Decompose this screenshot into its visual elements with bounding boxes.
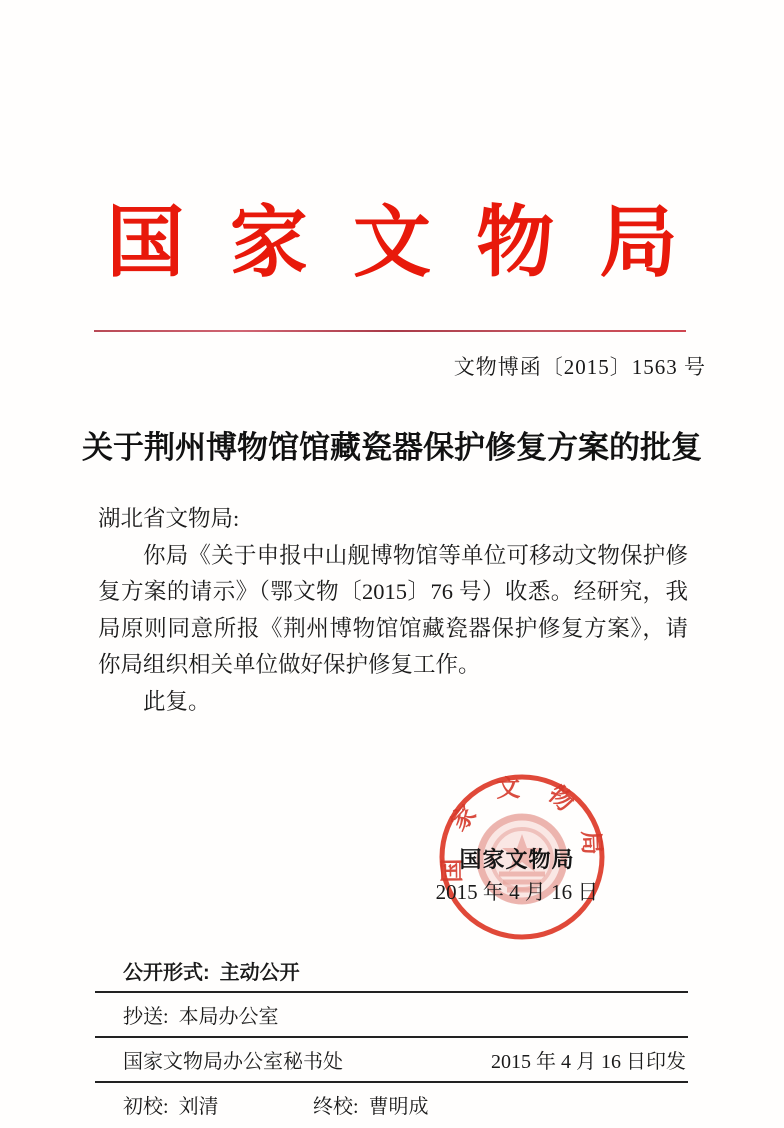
print-date: 2015 年 4 月 16 日印发 (491, 1051, 686, 1073)
agency-letterhead-title: 国家文物局 (106, 199, 723, 286)
final-proof-name: 曹明成 (368, 1096, 429, 1118)
disclosure-row (95, 953, 688, 993)
salutation-line: 湖北省文物局: (98, 506, 240, 531)
signature-agency-name: 国家文物局 (459, 847, 575, 872)
cc-row (95, 993, 688, 1038)
issue-row (95, 1038, 688, 1083)
disclosure-value: 主动公开 (219, 962, 300, 984)
signature-date: 2015 年 4 月 16 日 (435, 880, 599, 904)
first-proof-label: 初校: (123, 1096, 169, 1118)
cc-value: 本局办公室 (178, 1006, 279, 1028)
first-proof-pair (123, 1090, 308, 1119)
document-footer (95, 953, 688, 1126)
document-title: 关于荆州博物馆馆藏瓷器保护修复方案的批复 (82, 430, 702, 465)
closing-phrase: 此复。 (143, 688, 211, 714)
body-paragraph: 你局《关于申报中山舰博物馆等单位可移动文物保护修复方案的请示》（鄂文物〔2015〕76 号）收悉。经研究，我局原则同意所报《荆州博物馆馆藏瓷器保护修复方案》，请你局组织相关单位做好保护修复工作。 (98, 542, 688, 678)
red-separator-line (94, 330, 686, 332)
document-body (98, 501, 688, 721)
document-reference-number: 文物博函〔2015〕1563 号 (453, 355, 706, 379)
issuing-office: 国家文物局办公室秘书处 (123, 1051, 343, 1073)
seal-arc-text: 国家文物局 (439, 775, 606, 883)
final-proof-label: 终校: (313, 1096, 359, 1118)
first-proof-name: 刘清 (178, 1096, 219, 1118)
disclosure-label: 公开形式: (123, 962, 210, 984)
final-proof-pair (313, 1096, 429, 1118)
proofreaders-row (95, 1083, 688, 1126)
cc-label: 抄送: (123, 1006, 169, 1028)
